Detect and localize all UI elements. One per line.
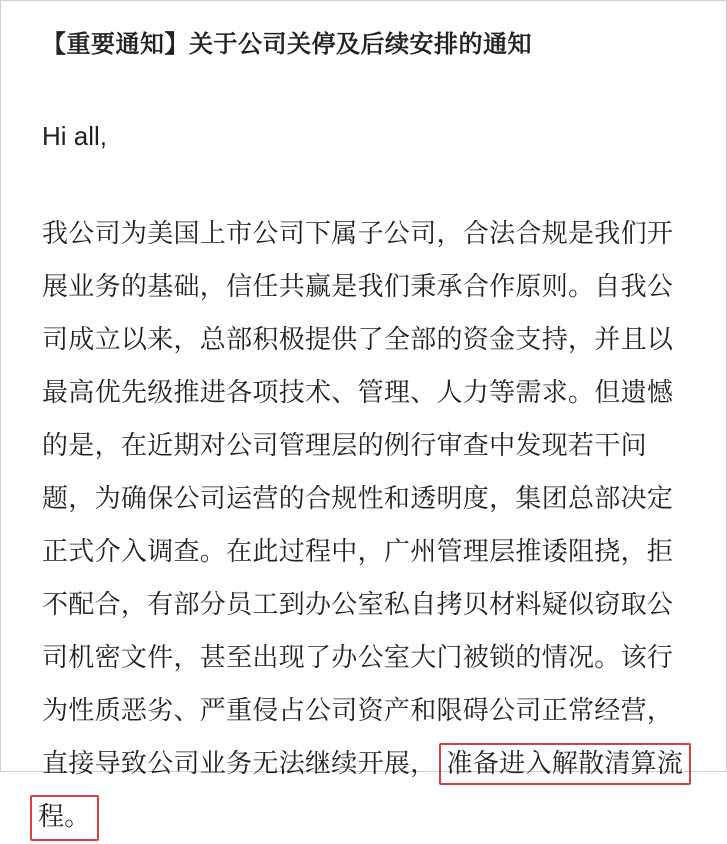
notice-body [38,208,702,844]
highlight-box-1: 准备进入解散清算流 [439,743,692,785]
body-line: 题，为确保公司运营的合规性和透明度，集团总部决定 [42,484,674,514]
notice-title: 【重要通知】关于公司关停及后续安排的通知 [42,30,532,58]
body-line: 展业务的基础，信任共赢是我们秉承合作原则。自我公 [42,272,674,302]
body-line: 司机密文件，甚至出现了办公室大门被锁的情况。该行 [42,643,674,673]
highlight-box-2: 程。 [30,795,99,841]
body-line: 我公司为美国上市公司下属子公司，合法合规是我们开 [42,219,674,249]
body-line-11 [42,738,702,791]
body-line: 不配合，有部分员工到办公室私自拷贝材料疑似窃取公 [42,590,674,620]
greeting: Hi all, [42,121,108,151]
body-line: 正式介入调查。在此过程中，广州管理层推诿阻挠，拒 [42,537,674,567]
body-line-11-text: 直接导致公司业务无法继续开展， [42,749,437,779]
body-line-12 [38,791,702,844]
body-line: 为性质恶劣、严重侵占公司资产和限碍公司正常经营， [42,696,674,726]
body-line: 司成立以来，总部积极提供了全部的资金支持，并且以 [42,325,674,355]
body-line: 最高优先级推进各项技术、管理、人力等需求。但遗憾 [42,378,674,408]
body-line: 的是，在近期对公司管理层的例行审查中发现若干问 [42,431,647,461]
